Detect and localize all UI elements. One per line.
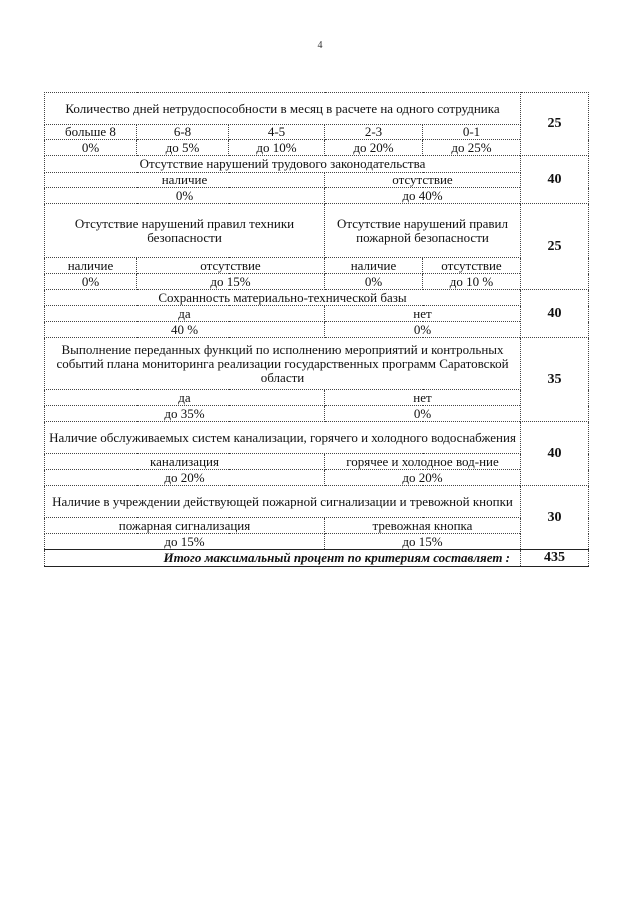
section-3-value: 0% bbox=[325, 274, 423, 290]
section-3-label: наличие bbox=[45, 258, 137, 274]
section-3-score: 25 bbox=[521, 204, 589, 290]
section-7-title: Наличие в учреждении действующей пожарной сигнализации и тревожной кнопки bbox=[45, 486, 521, 518]
section-2-label: отсутствие bbox=[325, 173, 521, 188]
section-6-value: до 20% bbox=[45, 470, 325, 486]
section-4-label: нет bbox=[325, 306, 521, 322]
section-2-title: Отсутствие нарушений трудового законодательства bbox=[45, 156, 521, 173]
section-5-label: нет bbox=[325, 390, 521, 406]
section-7-label: пожарная сигнализация bbox=[45, 518, 325, 534]
section-1-value: 0% bbox=[45, 140, 137, 156]
section-6-score: 40 bbox=[521, 422, 589, 486]
section-4-label: да bbox=[45, 306, 325, 322]
total-value: 435 bbox=[521, 550, 589, 567]
section-5-score: 35 bbox=[521, 338, 589, 422]
section-1-value: до 25% bbox=[423, 140, 521, 156]
section-1-value: до 20% bbox=[325, 140, 423, 156]
section-1-label: больше 8 bbox=[45, 125, 137, 140]
section-2-value: до 40% bbox=[325, 188, 521, 204]
section-5-title: Выполнение переданных функций по исполнению мероприятий и контрольных событий плана мониторинга реализации государственных программ Саратовской области bbox=[45, 338, 521, 390]
criteria-table bbox=[44, 92, 589, 567]
section-3-label: отсутствие bbox=[423, 258, 521, 274]
section-6-label: канализация bbox=[45, 454, 325, 470]
page-number: 4 bbox=[317, 40, 323, 51]
section-6-label: горячее и холодное вод-ние bbox=[325, 454, 521, 470]
section-5-value: 0% bbox=[325, 406, 521, 422]
section-3-label: наличие bbox=[325, 258, 423, 274]
section-3-title-safety: Отсутствие нарушений правил техники безопасности bbox=[45, 204, 325, 258]
section-1-label: 6-8 bbox=[137, 125, 229, 140]
section-1-value: до 5% bbox=[137, 140, 229, 156]
section-2-score: 40 bbox=[521, 156, 589, 204]
section-7-value: до 15% bbox=[45, 534, 325, 550]
section-1-label: 0-1 bbox=[423, 125, 521, 140]
section-7-score: 30 bbox=[521, 486, 589, 550]
section-1-value: до 10% bbox=[229, 140, 325, 156]
section-4-title: Сохранность материально-технической базы bbox=[45, 290, 521, 306]
section-1-title: Количество дней нетрудоспособности в месяц в расчете на одного сотрудника bbox=[45, 93, 521, 125]
section-3-label: отсутствие bbox=[137, 258, 325, 274]
section-4-score: 40 bbox=[521, 290, 589, 338]
section-2-value: 0% bbox=[45, 188, 325, 204]
total-label: Итого максимальный процент по критериям составляет : bbox=[45, 550, 521, 567]
section-6-value: до 20% bbox=[325, 470, 521, 486]
section-1-label: 2-3 bbox=[325, 125, 423, 140]
section-2-label: наличие bbox=[45, 173, 325, 188]
section-4-value: 40 % bbox=[45, 322, 325, 338]
section-3-value: до 10 % bbox=[423, 274, 521, 290]
section-3-value: 0% bbox=[45, 274, 137, 290]
section-6-title: Наличие обслуживаемых систем канализации, горячего и холодного водоснабжения bbox=[45, 422, 521, 454]
section-5-label: да bbox=[45, 390, 325, 406]
section-1-label: 4-5 bbox=[229, 125, 325, 140]
section-5-value: до 35% bbox=[45, 406, 325, 422]
section-7-value: до 15% bbox=[325, 534, 521, 550]
section-3-value: до 15% bbox=[137, 274, 325, 290]
section-3-title-fire: Отсутствие нарушений правил пожарной безопасности bbox=[325, 204, 521, 258]
section-1-score: 25 bbox=[521, 93, 589, 156]
section-4-value: 0% bbox=[325, 322, 521, 338]
section-7-label: тревожная кнопка bbox=[325, 518, 521, 534]
